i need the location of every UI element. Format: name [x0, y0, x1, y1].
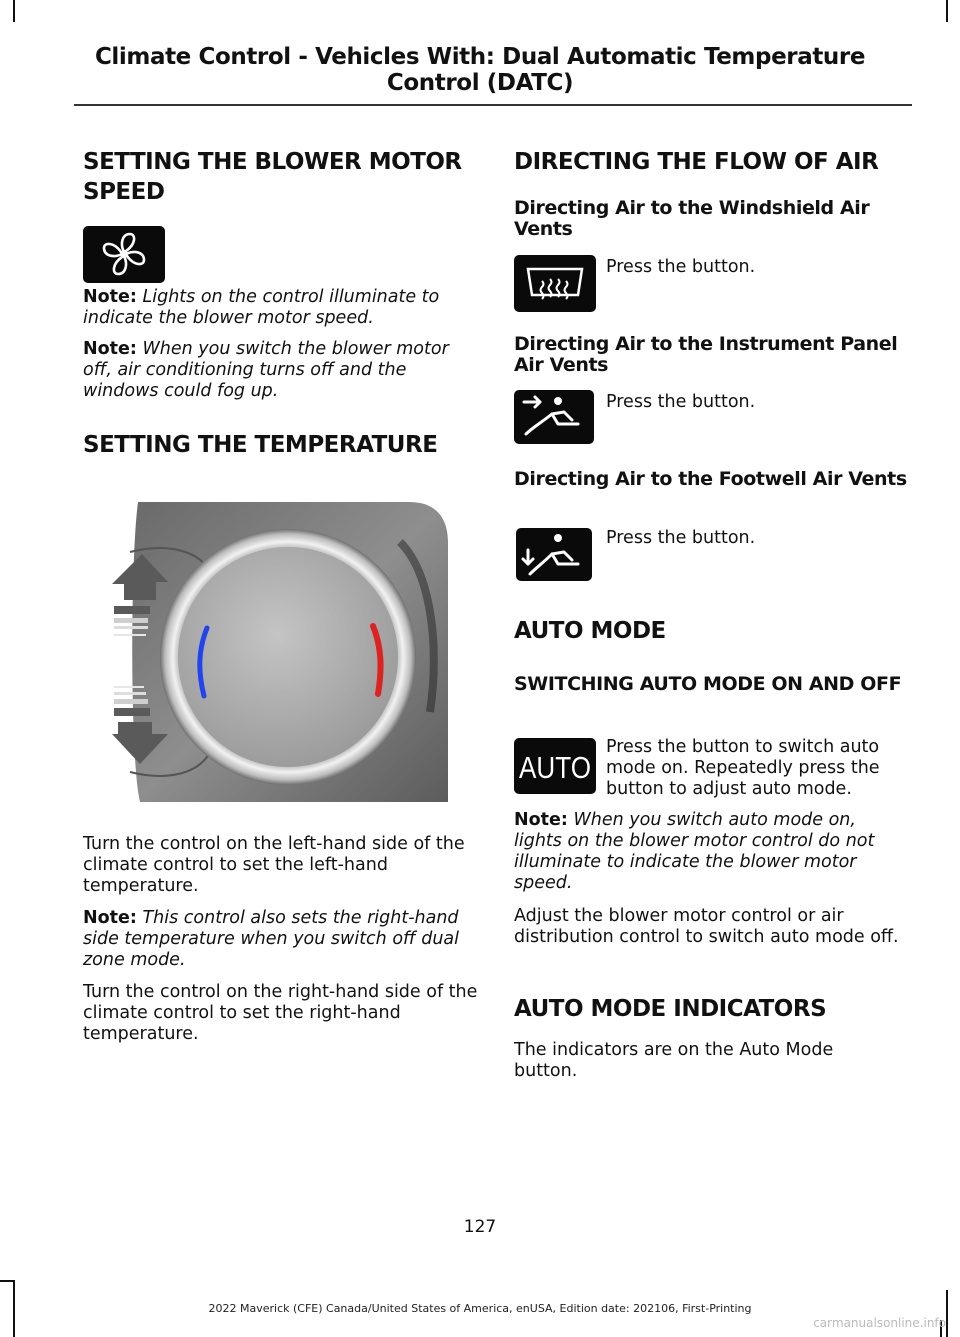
- note-text: Lights on the control illuminate to indicate the blower motor speed.: [83, 287, 440, 328]
- note-label: Note:: [83, 339, 137, 359]
- page-number: 127: [463, 1217, 497, 1237]
- page-header: [0, 44, 960, 96]
- right-temp-paragraph: Turn the control on the right-hand side of the climate control to set the right-hand temperature.: [83, 982, 478, 1044]
- switch-auto-text: Press the button to switch auto mode on. Repeatedly press the button to adjust auto mode.: [606, 737, 880, 799]
- temperature-heading: SETTING THE TEMPERATURE: [83, 432, 438, 458]
- note-text: When you switch auto mode on, lights on the blower motor control do not illuminate to indicate the blower motor speed.: [514, 810, 875, 893]
- panel-vent-icon: [514, 390, 594, 444]
- temperature-control-illustration: [110, 502, 454, 822]
- footwell-heading: Directing Air to the Footwell Air Vents: [514, 468, 907, 490]
- note-text: This control also sets the right-hand side temperature when you switch off dual zone mode.: [83, 908, 460, 970]
- note-blower-off: [83, 339, 478, 402]
- header-line-2: Control (DATC): [386, 70, 574, 96]
- crop-mark: [946, 0, 948, 22]
- watermark: carmanualsonline.info: [813, 1316, 946, 1330]
- edition-footer: 2022 Maverick (CFE) Canada/United States of America, enUSA, Edition date: 202106, First-Printing: [208, 1302, 752, 1315]
- blower-heading-line1: SETTING THE BLOWER MOTOR: [83, 149, 462, 175]
- note-text: When you switch the blower motor off, air conditioning turns off and the windows could fog up.: [83, 339, 449, 401]
- note-auto-lights: [514, 810, 899, 894]
- flow-heading: DIRECTING THE FLOW OF AIR: [514, 149, 879, 175]
- crop-mark: [13, 0, 15, 22]
- windshield-defrost-icon: [514, 255, 596, 312]
- note-label: Note:: [83, 287, 137, 307]
- adjust-auto-text: Adjust the blower motor control or air distribution control to switch auto mode off.: [514, 906, 899, 947]
- switch-auto-heading: SWITCHING AUTO MODE ON AND OFF: [514, 673, 902, 695]
- header-line-1: Climate Control - Vehicles With: Dual Automatic Temperature: [94, 44, 866, 70]
- auto-indicators-text: The indicators are on the Auto Mode button.: [514, 1040, 834, 1081]
- auto-mode-heading: AUTO MODE: [514, 618, 666, 644]
- fan-icon: [83, 226, 165, 283]
- panel-heading: Directing Air to the Instrument Panel Air Vents: [514, 333, 898, 376]
- windshield-heading: Directing Air to the Windshield Air Vents: [514, 197, 870, 240]
- footwell-press-text: Press the button.: [606, 528, 756, 548]
- note-blower-lights: [83, 287, 468, 329]
- blower-heading-line2: SPEED: [83, 179, 165, 205]
- left-temp-paragraph: Turn the control on the left-hand side of the climate control to set the left-hand temperature.: [83, 834, 465, 896]
- crop-mark: [0, 1280, 14, 1282]
- header-divider: [74, 104, 912, 106]
- note-dual-zone: [83, 908, 478, 971]
- note-label: Note:: [514, 810, 568, 830]
- windshield-press-text: Press the button.: [606, 257, 756, 277]
- footwell-vent-icon: [516, 528, 592, 581]
- auto-indicators-heading: AUTO MODE INDICATORS: [514, 996, 827, 1022]
- panel-press-text: Press the button.: [606, 392, 756, 412]
- auto-button-label: AUTO: [519, 750, 591, 785]
- note-label: Note:: [83, 908, 137, 928]
- auto-button-icon: [514, 738, 596, 794]
